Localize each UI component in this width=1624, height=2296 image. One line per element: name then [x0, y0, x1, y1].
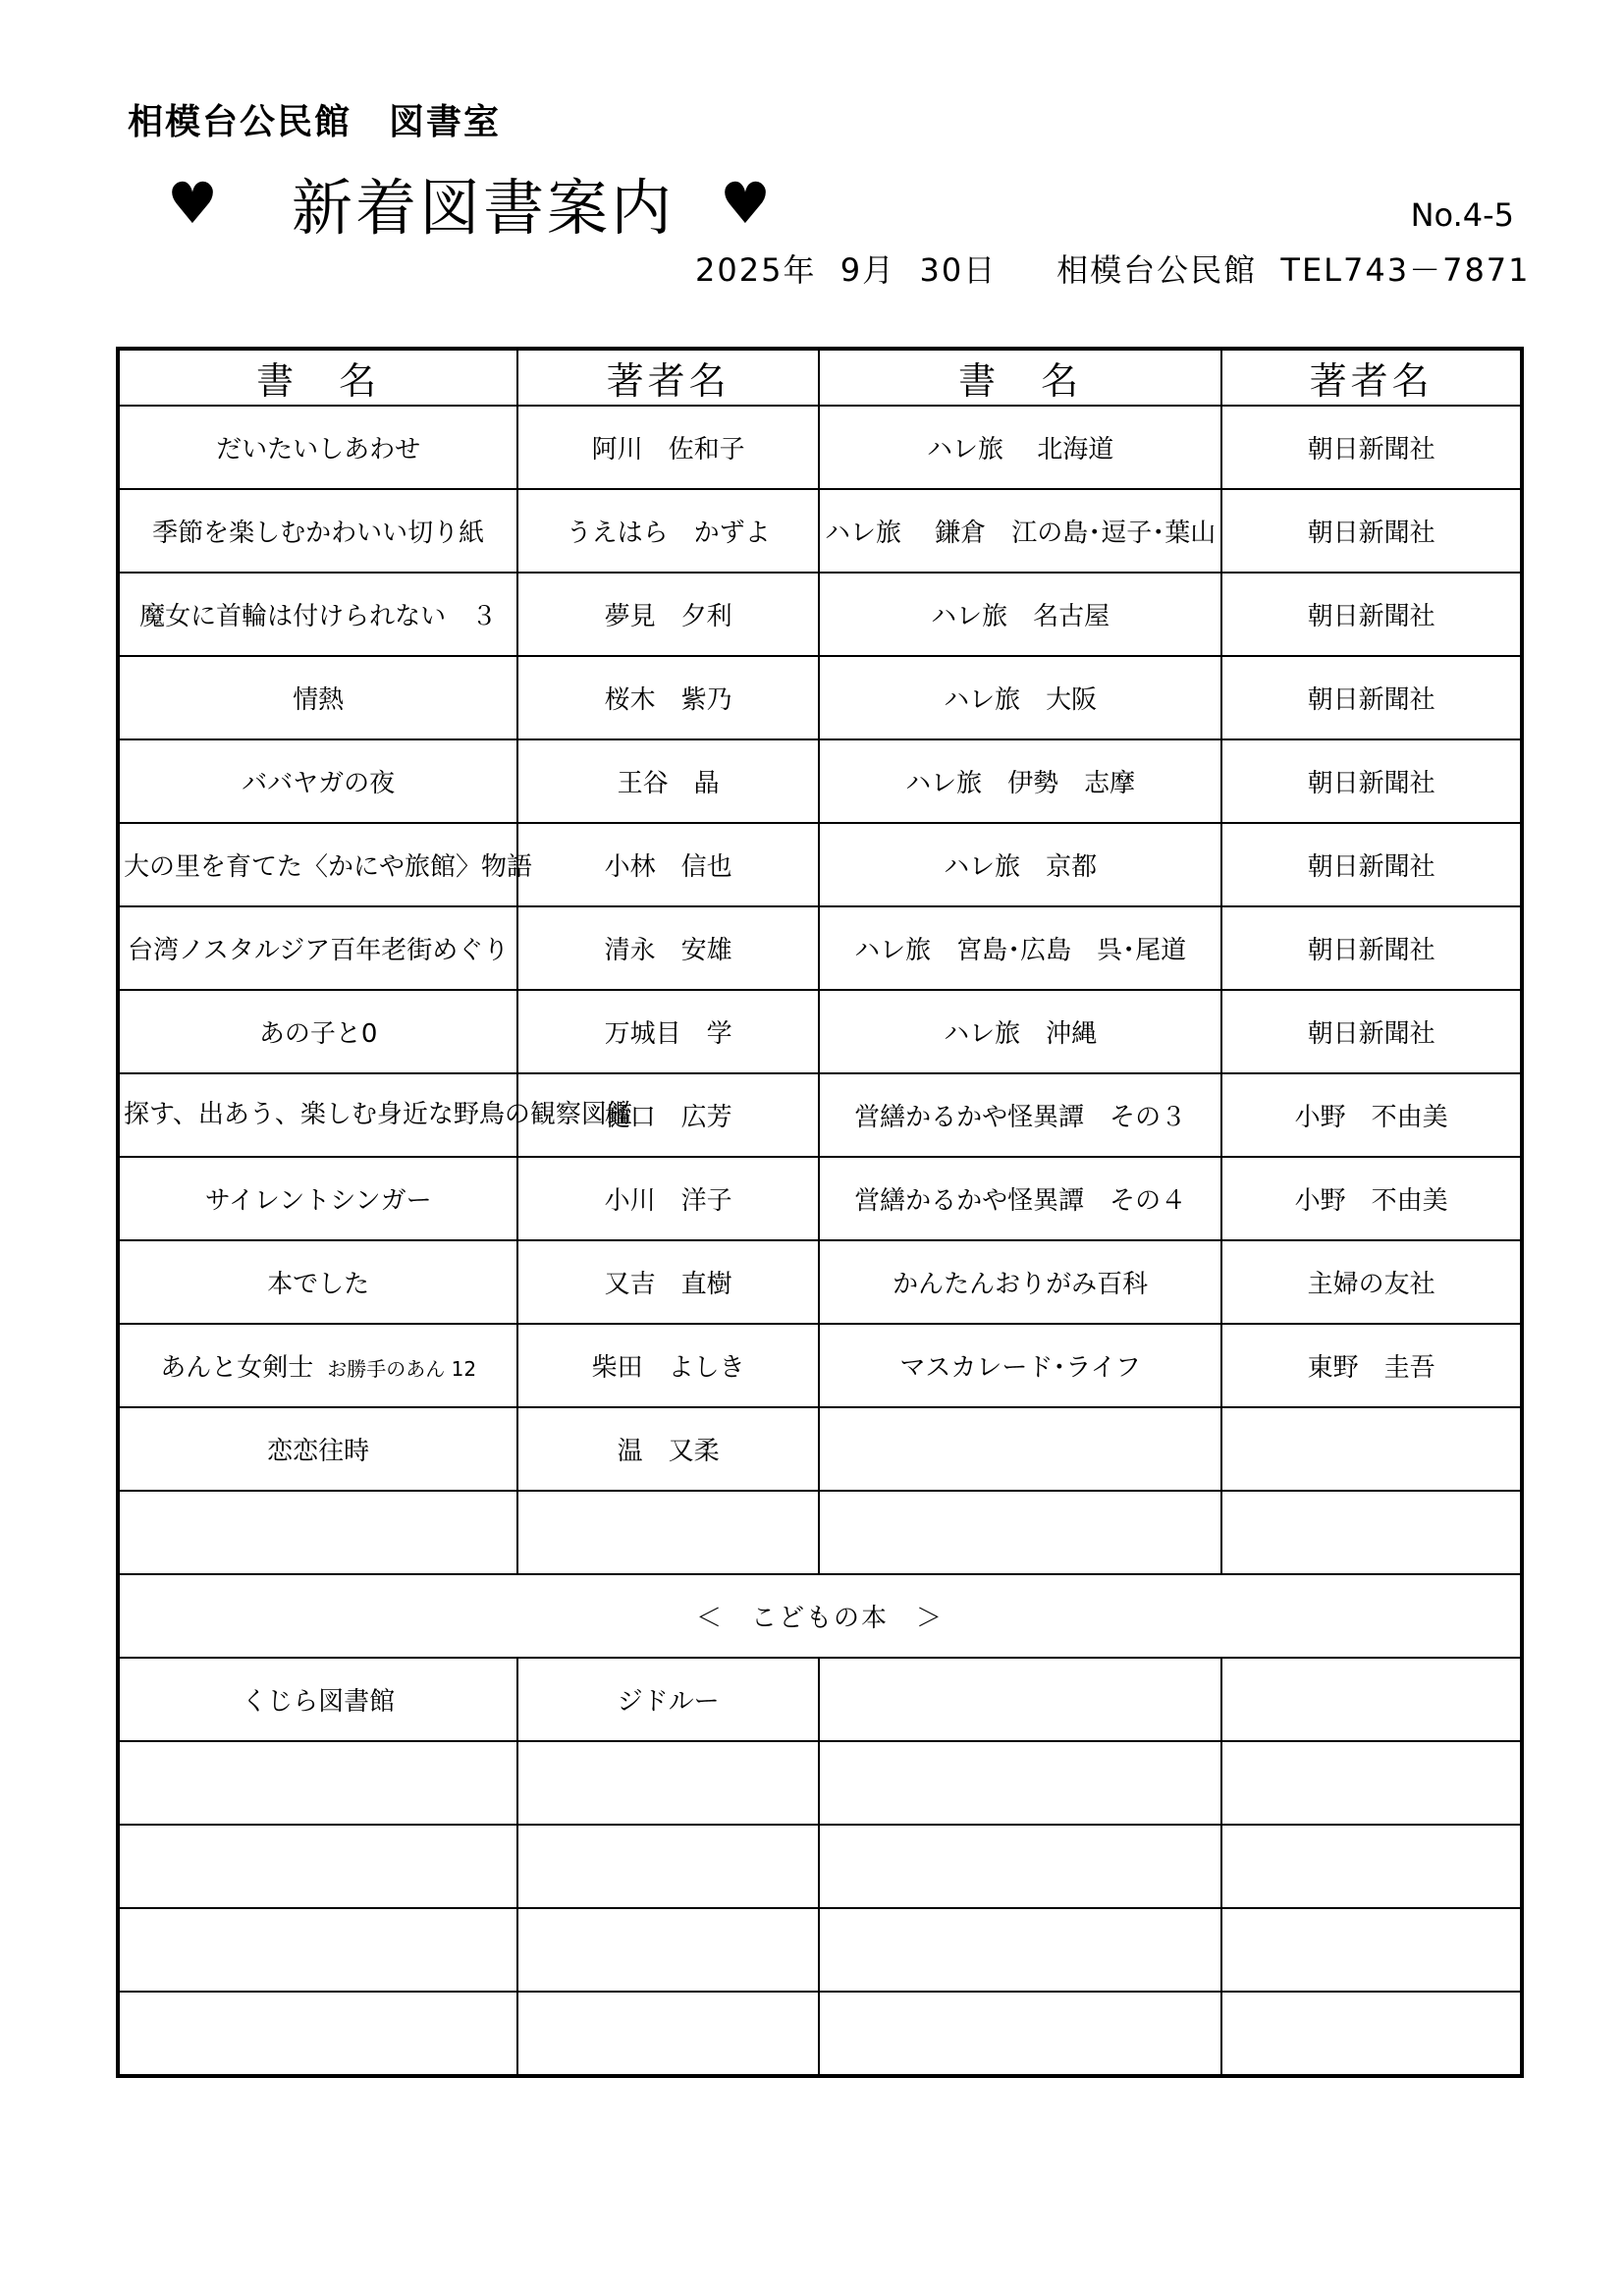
table-row [118, 489, 1522, 573]
empty-cell [517, 1908, 819, 1992]
book-author: 主婦の友社 [1221, 1240, 1522, 1324]
book-author: 朝日新聞社 [1221, 823, 1522, 906]
table-row [118, 1407, 1522, 1491]
book-author: 小野 不由美 [1221, 1073, 1522, 1157]
table-row [118, 1908, 1522, 1992]
book-title: ハレ旅 京都 [819, 823, 1221, 906]
book-title: ハレ旅 大阪 [819, 656, 1221, 739]
book-author: 阿川 佐和子 [517, 406, 819, 489]
book-title: ハレ旅 北海道 [819, 406, 1221, 489]
table-row [118, 656, 1522, 739]
empty-cell [819, 1825, 1221, 1908]
book-title: 情熱 [118, 656, 517, 739]
book-author: 万城目 学 [517, 990, 819, 1073]
book-author: 東野 圭吾 [1221, 1324, 1522, 1407]
book-title: だいたいしあわせ [118, 406, 517, 489]
dateline: 2025年 9月 30日 相模台公民館 TEL743－7871 [695, 251, 1531, 289]
empty-cell [1221, 1741, 1522, 1825]
series-note: お勝手のあん 12 [327, 1357, 477, 1381]
book-title: くじら図書館 [118, 1658, 517, 1741]
table-row [118, 1073, 1522, 1157]
children-section-heading: ＜ こどもの本 ＞ [118, 1574, 1522, 1658]
book-title: ハレ旅 名古屋 [819, 573, 1221, 656]
issue-number: No.4-5 [1410, 196, 1514, 234]
empty-cell [118, 1741, 517, 1825]
book-author: 夢見 夕利 [517, 573, 819, 656]
book-title: 魔女に首輪は付けられない ３ [118, 573, 517, 656]
empty-cell [517, 1741, 819, 1825]
book-author: うえはら かずよ [517, 489, 819, 573]
book-author: 樋口 広芳 [517, 1073, 819, 1157]
column-title-b: 書 名 [819, 349, 1221, 406]
empty-cell [1221, 1992, 1522, 2076]
table-row [118, 1157, 1522, 1240]
empty-cell [118, 1908, 517, 1992]
book-author: 朝日新聞社 [1221, 739, 1522, 823]
table-header-row [118, 349, 1522, 406]
book-author [1221, 1407, 1522, 1491]
table-row [118, 1992, 1522, 2076]
table-row [118, 1741, 1522, 1825]
empty-cell [517, 1992, 819, 2076]
book-title [819, 1658, 1221, 1741]
table-row [118, 573, 1522, 656]
book-table [116, 347, 1524, 2078]
book-author: 桜木 紫乃 [517, 656, 819, 739]
empty-cell [118, 1992, 517, 2076]
children-section-row [118, 1574, 1522, 1658]
table-row [118, 1658, 1522, 1741]
book-title: 季節を楽しむかわいい切り紙 [118, 489, 517, 573]
book-title: 探す、出あう、楽しむ身近な野鳥の観察図鑑 [118, 1073, 517, 1157]
column-author-b: 著者名 [1221, 349, 1522, 406]
book-author: 朝日新聞社 [1221, 656, 1522, 739]
book-title-text: あんと女剣士 [160, 1353, 314, 1383]
empty-cell [819, 1992, 1221, 2076]
book-title [819, 1491, 1221, 1574]
empty-cell [819, 1741, 1221, 1825]
table-row [118, 906, 1522, 990]
table-row [118, 1825, 1522, 1908]
book-author: 小野 不由美 [1221, 1157, 1522, 1240]
book-author: 朝日新聞社 [1221, 489, 1522, 573]
page-title [167, 159, 774, 246]
empty-cell [118, 1825, 517, 1908]
book-author: 又吉 直樹 [517, 1240, 819, 1324]
book-author: 朝日新聞社 [1221, 906, 1522, 990]
book-title [819, 1407, 1221, 1491]
book-title: サイレントシンガー [118, 1157, 517, 1240]
book-title: ハレ旅 鎌倉 江の島･逗子･葉山 [819, 489, 1221, 573]
book-author [1221, 1658, 1522, 1741]
title-text: 新着図書案内 [292, 172, 676, 244]
book-title: ババヤガの夜 [118, 739, 517, 823]
book-title: 台湾ノスタルジア百年老街めぐり [118, 906, 517, 990]
table-row [118, 1240, 1522, 1324]
book-title: 営繕かるかや怪異譚 その４ [819, 1157, 1221, 1240]
book-author: 朝日新聞社 [1221, 573, 1522, 656]
book-author: 清永 安雄 [517, 906, 819, 990]
book-title: ハレ旅 伊勢 志摩 [819, 739, 1221, 823]
book-title: マスカレード･ライフ [819, 1324, 1221, 1407]
empty-cell [1221, 1825, 1522, 1908]
book-author [517, 1491, 819, 1574]
book-author: 王谷 晶 [517, 739, 819, 823]
empty-cell [819, 1908, 1221, 1992]
book-title: 大の里を育てた〈かにや旅館〉物語 [118, 823, 517, 906]
book-title: かんたんおりがみ百科 [819, 1240, 1221, 1324]
library-name: 相模台公民館 図書室 [128, 102, 502, 142]
book-author: 小川 洋子 [517, 1157, 819, 1240]
table-row [118, 990, 1522, 1073]
table-row [118, 1491, 1522, 1574]
table-row [118, 1324, 1522, 1407]
empty-cell [1221, 1908, 1522, 1992]
column-title-a: 書 名 [118, 349, 517, 406]
book-title [118, 1491, 517, 1574]
empty-cell [517, 1825, 819, 1908]
table-row [118, 823, 1522, 906]
book-title: 恋恋往時 [118, 1407, 517, 1491]
heart-left-icon: ♥ [167, 169, 221, 237]
book-author [1221, 1491, 1522, 1574]
book-title: ハレ旅 宮島･広島 呉･尾道 [819, 906, 1221, 990]
book-author: 朝日新聞社 [1221, 990, 1522, 1073]
column-author-a: 著者名 [517, 349, 819, 406]
book-author: ジドルー [517, 1658, 819, 1741]
heart-right-icon: ♥ [720, 169, 775, 237]
book-author: 柴田 よしき [517, 1324, 819, 1407]
book-title [118, 1324, 517, 1407]
book-author: 小林 信也 [517, 823, 819, 906]
book-author: 温 又柔 [517, 1407, 819, 1491]
table-row [118, 406, 1522, 489]
book-title: ハレ旅 沖縄 [819, 990, 1221, 1073]
book-title: あの子と0 [118, 990, 517, 1073]
book-title: 営繕かるかや怪異譚 その３ [819, 1073, 1221, 1157]
book-title: 本でした [118, 1240, 517, 1324]
table-row [118, 739, 1522, 823]
book-author: 朝日新聞社 [1221, 406, 1522, 489]
